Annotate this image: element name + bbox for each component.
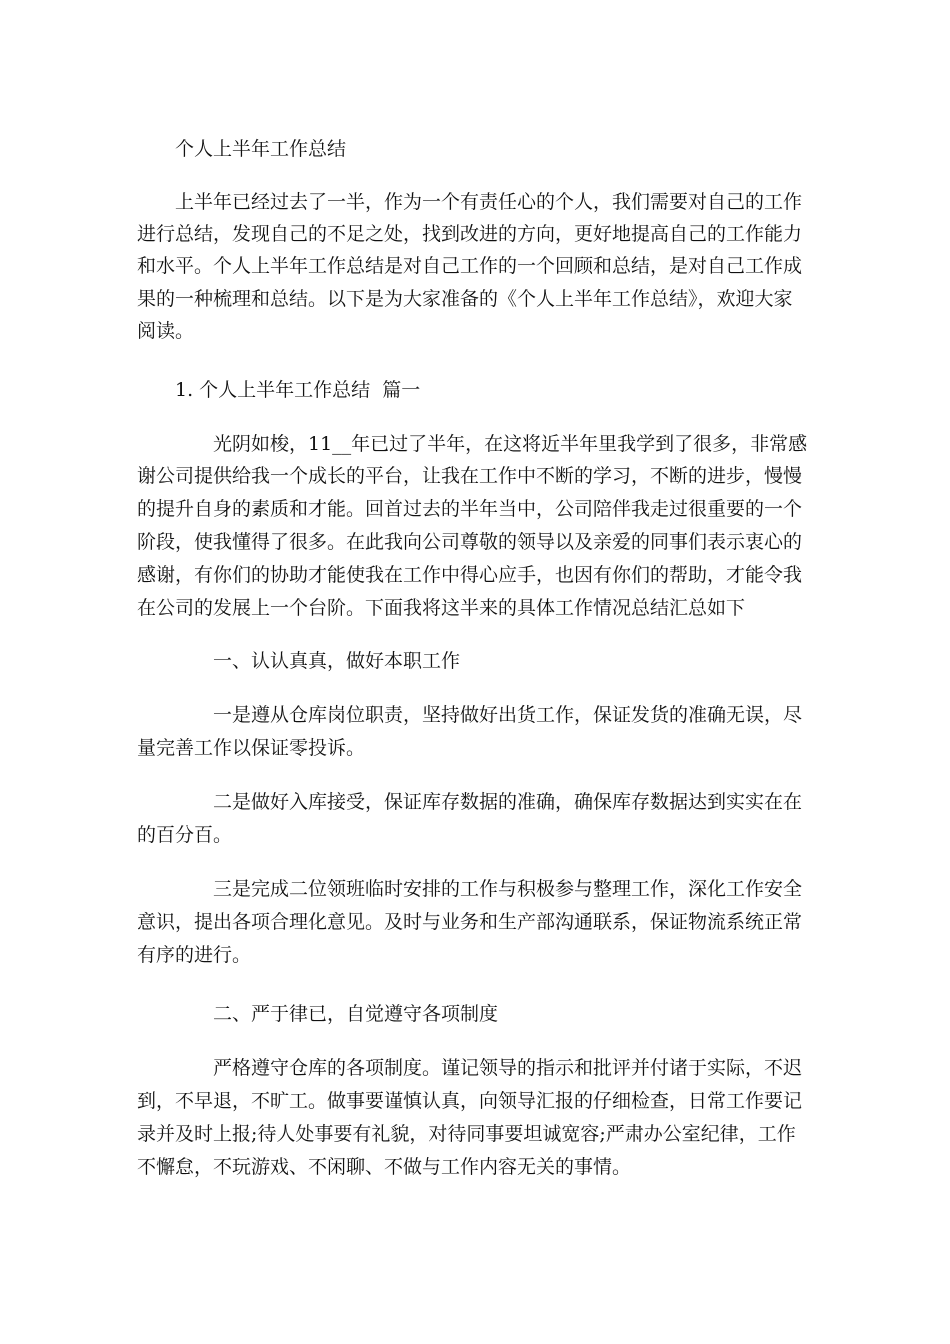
item-two-line: 二是做好入库接受，保证库存数据的准确，确保库存数据达到实实在在: [213, 791, 803, 813]
item-one-line: 一是遵从仓库岗位职责，坚持做好出货工作，保证发货的准确无误，尽: [213, 704, 803, 726]
paragraph-line: 感谢，有你们的协助才能使我在工作中得心应手，也因有你们的帮助，才能令我: [137, 564, 803, 586]
item-three-line: 意识，提出各项合理化意见。及时与业务和生产部沟通联系，保证物流系统正常: [137, 911, 803, 933]
intro-line: 和水平。个人上半年工作总结是对自己工作的一个回顾和总结，是对自己工作成: [137, 255, 803, 277]
paragraph-line: 光阴如梭，11__年已过了半年，在这将近半年里我学到了很多，非常感: [213, 433, 808, 455]
subheading-two: 二、严于律已，自觉遵守各项制度: [213, 1003, 499, 1025]
intro-line: 阅读。: [137, 320, 195, 342]
section-heading: 1. 个人上半年工作总结 篇一: [175, 379, 421, 401]
item-three-line: 三是完成二位领班临时安排的工作与积极参与整理工作，深化工作安全: [213, 878, 803, 900]
paragraph-line: 在公司的发展上一个台阶。下面我将这半来的具体工作情况总结汇总如下: [137, 597, 746, 619]
paragraph-two-line: 严格遵守仓库的各项制度。谨记领导的指示和批评并付诸于实际，不迟: [213, 1057, 803, 1079]
paragraph-two-line: 到，不早退，不旷工。做事要谨慎认真，向领导汇报的仔细检查，日常工作要记: [137, 1090, 803, 1112]
subheading-one: 一、认认真真，做好本职工作: [213, 650, 461, 672]
intro-line: 果的一种梳理和总结。以下是为大家准备的《个人上半年工作总结》，欢迎大家: [137, 288, 793, 310]
paragraph-line: 的提升自身的素质和才能。回首过去的半年当中，公司陪伴我走过很重要的一个: [137, 498, 803, 520]
item-three-line: 有序的进行。: [137, 944, 252, 966]
document-title: 个人上半年工作总结: [175, 138, 347, 160]
paragraph-two-line: 不懈怠，不玩游戏、不闲聊、不做与工作内容无关的事情。: [137, 1156, 632, 1178]
intro-line: 上半年已经过去了一半，作为一个有责任心的个人，我们需要对自己的工作: [175, 191, 803, 213]
item-one-line: 量完善工作以保证零投诉。: [137, 737, 366, 759]
paragraph-line: 谢公司提供给我一个成长的平台，让我在工作中不断的学习，不断的进步，慢慢: [137, 465, 803, 487]
paragraph-line: 阶段，使我懂得了很多。在此我向公司尊敬的领导以及亲爱的同事们表示衷心的: [137, 531, 803, 553]
item-two-line: 的百分百。: [137, 824, 233, 846]
paragraph-two-line: 录并及时上报;待人处事要有礼貌，对待同事要坦诚宽容;严肃办公室纪律，工作: [137, 1123, 796, 1145]
intro-line: 进行总结，发现自己的不足之处，找到改进的方向，更好地提高自己的工作能力: [137, 223, 803, 245]
